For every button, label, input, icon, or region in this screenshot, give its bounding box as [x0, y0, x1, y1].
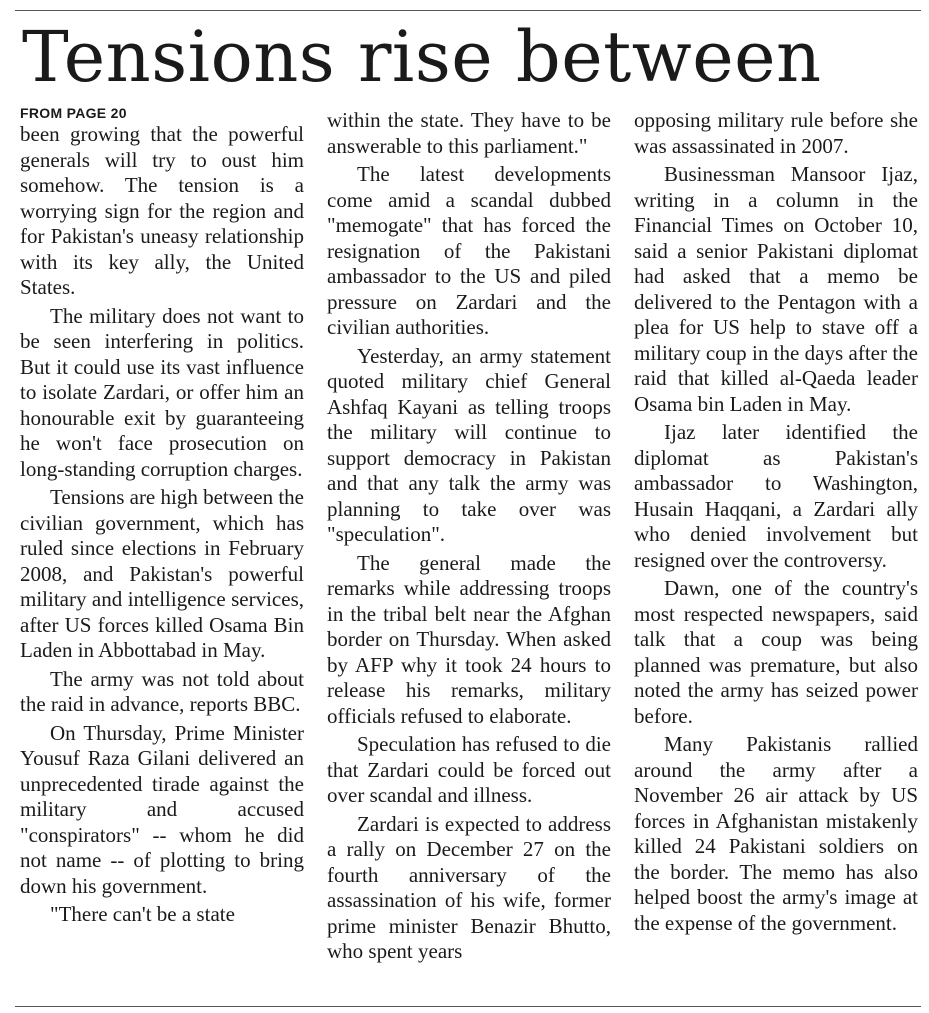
paragraph: The army was not told about the raid in advance, reports BBC. [20, 666, 304, 716]
article-column-1 [20, 105, 304, 931]
headline: Tensions rise between [22, 16, 822, 98]
paragraph: The military does not want to be seen interfering in politics. But it could use its vast influence to isolate Zardari, or offer him an honourable exit by guaranteeing he won't face prosecution on long-standing corruption charges. [20, 303, 304, 481]
paragraph: "There can't be a state [50, 902, 235, 926]
article-column-2 [327, 108, 611, 968]
top-rule [15, 10, 921, 11]
paragraph: On Thursday, Prime Minister Yousuf Raza Gilani delivered an unprecedented tirade against the military and accused "conspirators" -- whom he did not name -- of plotting to bring down his government. [20, 720, 304, 898]
paragraph: Many Pakistanis rallied around the army after a November 26 air attack by US forces in Afghanistan mistakenly killed 24 Pakistani soldiers on the border. The memo has also helped boost the army's image at the expense of the government. [634, 732, 918, 935]
jump-line: FROM PAGE 20 [20, 105, 127, 121]
paragraph: been growing that the powerful generals will try to oust him somehow. The tension is a worrying sign for the region and for Pakistan's uneasy relationship with its key ally, the United States. [20, 122, 304, 299]
paragraph: Tensions are high between the civilian government, which has ruled since elections in February 2008, and Pakistan's powerful military and intelligence services, after US forces killed Osama Bin Laden in Abbottabad in May. [20, 485, 304, 662]
paragraph: Speculation has refused to die that Zardari could be forced out over scandal and illness. [327, 732, 611, 807]
paragraph: The latest developments come amid a scandal dubbed "memogate" that has forced the resignation of the Pakistani ambassador to the US and piled pressure on Zardari and the civilian authorities. [327, 162, 611, 339]
article-column-3 [634, 108, 918, 939]
bottom-rule [15, 1006, 921, 1007]
paragraph: Dawn, one of the country's most respected newspapers, said talk that a coup was being planned was premature, but also noted the army has seized power before. [634, 576, 918, 728]
paragraph: The general made the remarks while addressing troops in the tribal belt near the Afghan border on Thursday. When asked by AFP why it took 24 hours to release his remarks, military officials refused to elaborate. [327, 550, 611, 728]
paragraph: within the state. They have to be answerable to this parliament." [327, 108, 611, 158]
paragraph: Businessman Mansoor Ijaz, writing in a column in the Financial Times on October 10, said a senior Pakistani diplomat had asked that a memo be delivered to the Pentagon with a plea for US help to stave off a military coup in the days after the raid that killed al-Qaeda leader Osama bin Laden in May. [634, 162, 918, 416]
paragraph: Yesterday, an army statement quoted military chief General Ashfaq Kayani as telling troops the military will continue to support democracy in Pakistan and that any talk the army was planning to take over was "speculation". [327, 343, 611, 546]
paragraph: Zardari is expected to address a rally on December 27 on the fourth anniversary of the assassination of his wife, former prime minister Benazir Bhutto, who spent years [327, 811, 611, 963]
paragraph: Ijaz later identified the diplomat as Pakistan's ambassador to Washington, Husain Haqqani, a Zardari ally who denied involvement but resigned over the controversy. [634, 420, 918, 572]
paragraph: opposing military rule before she was assassinated in 2007. [634, 108, 918, 158]
